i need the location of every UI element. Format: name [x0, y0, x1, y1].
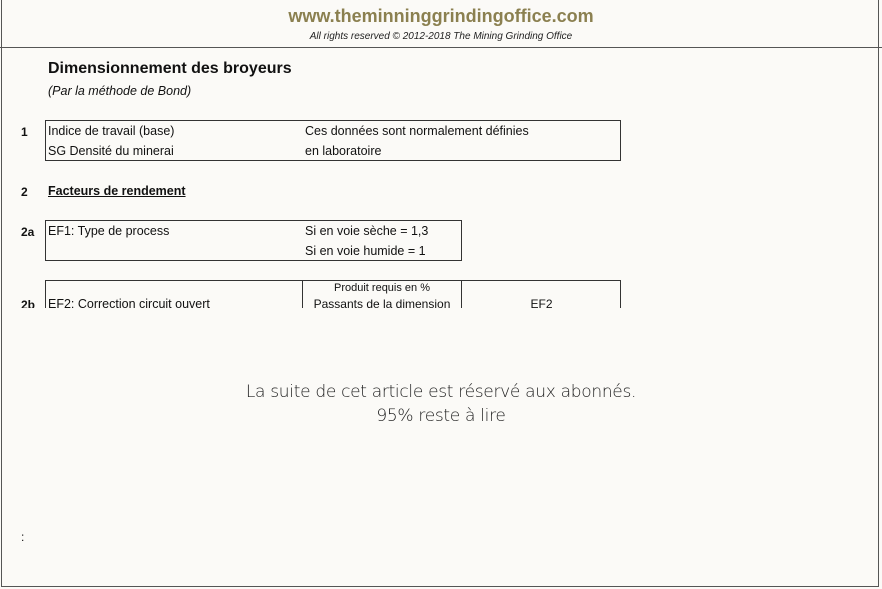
dry-process-value: Si en voie sèche = 1,3	[305, 224, 429, 238]
copyright-notice: All rights reserved © 2012-2018 The Mining Grinding Office	[309, 31, 573, 42]
section-2a-number: 2a	[21, 225, 35, 239]
paywall-message: La suite de cet article est réservé aux abonnés.	[245, 382, 637, 402]
footer-colon: :	[21, 530, 25, 544]
section-1-number: 1	[21, 125, 28, 139]
open-circuit-label: EF2: Correction circuit ouvert	[48, 297, 210, 308]
section-2-title: Facteurs de rendement	[48, 184, 186, 198]
section-2-number: 2	[21, 185, 28, 199]
ef2-header: EF2	[530, 297, 553, 308]
lab-data-note-line1: Ces données sont normalement définies	[305, 124, 529, 138]
wet-process-value: Si en voie humide = 1	[305, 244, 426, 258]
section-2b-number: 2b	[21, 298, 36, 308]
site-url[interactable]: www.theminninggrindingoffice.com	[288, 6, 594, 26]
lab-data-note-line2: en laboratoire	[305, 144, 382, 158]
page-title: Dimensionnement des broyeurs	[48, 60, 292, 77]
work-index-label: Indice de travail (base)	[48, 124, 175, 138]
passing-size-header: Passants de la dimension	[313, 297, 451, 308]
process-type-label: EF1: Type de process	[48, 224, 170, 238]
ore-density-label: SG Densité du minerai	[48, 144, 174, 158]
page-subtitle: (Par la méthode de Bond)	[48, 84, 192, 98]
product-required-header: Produit requis en %	[334, 282, 430, 294]
paywall-remaining: 95% reste à lire	[376, 406, 506, 426]
